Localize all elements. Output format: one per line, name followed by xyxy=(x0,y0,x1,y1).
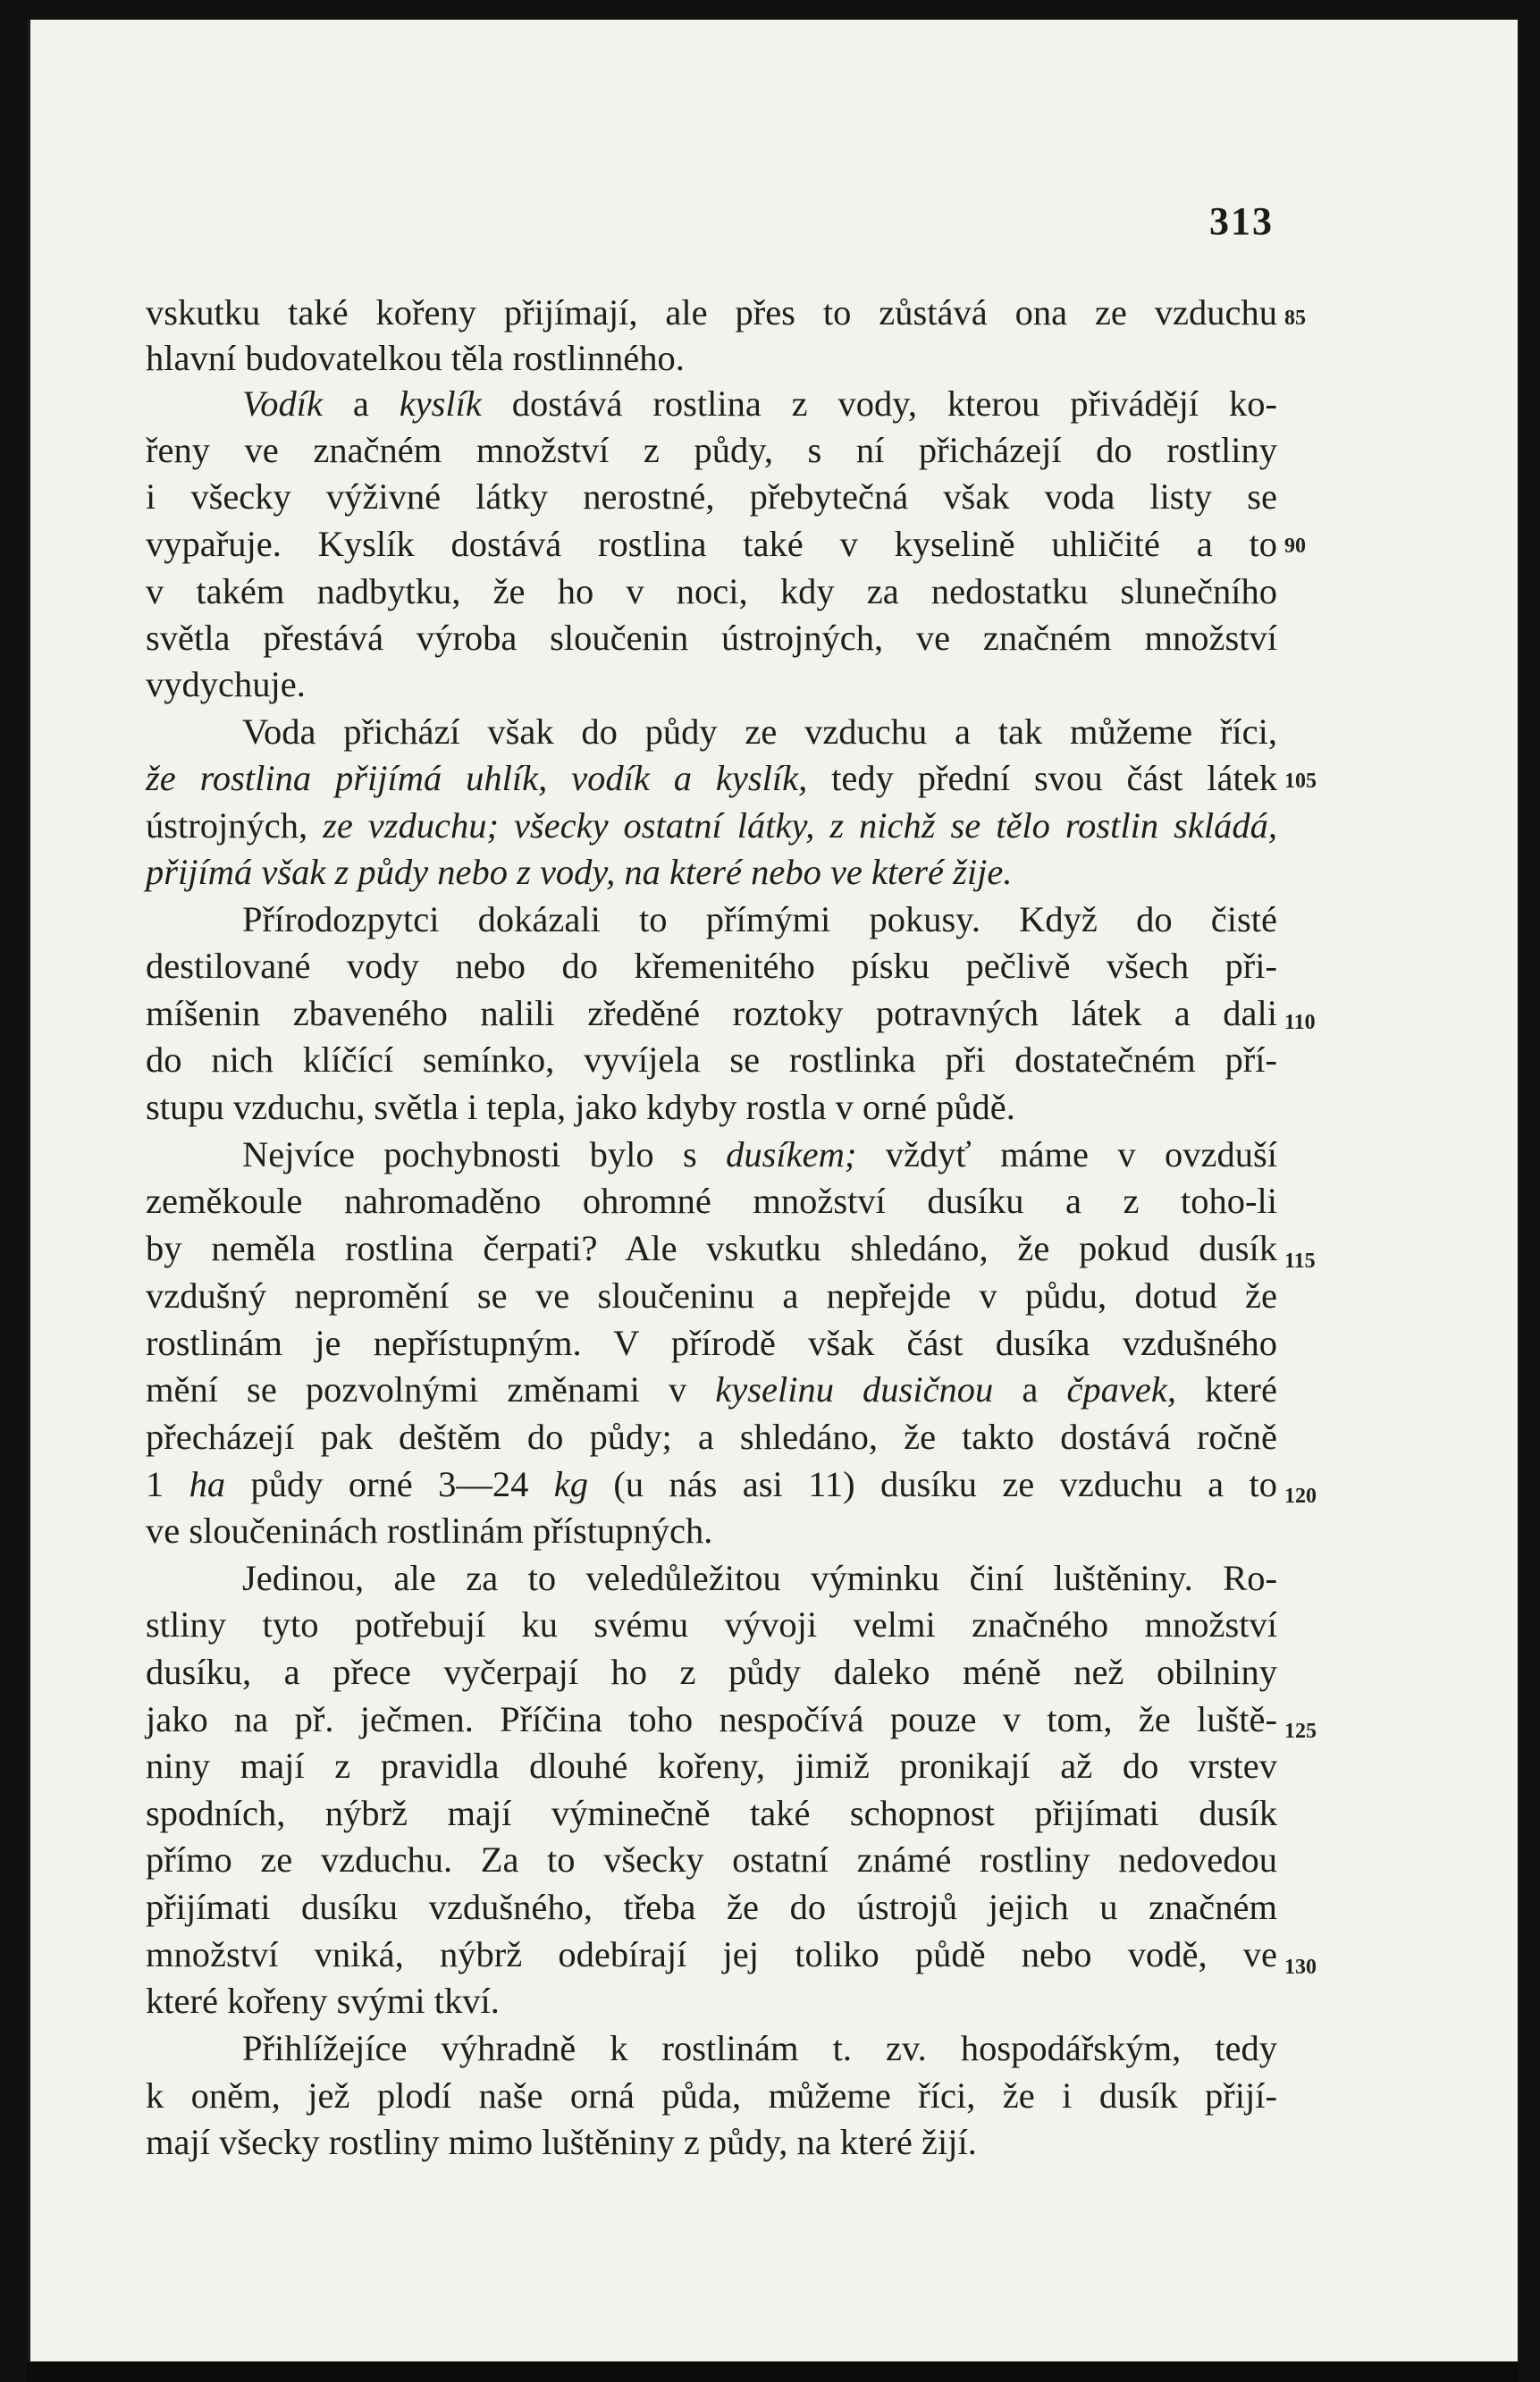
text-segment: Přihlížejíce výhradně k rostlinám t. zv. hospodářským, tedy xyxy=(242,2028,1277,2068)
text-segment: a xyxy=(993,1369,1067,1410)
text-line xyxy=(146,292,1277,332)
text-line xyxy=(146,1419,1277,1456)
text-line xyxy=(146,1558,1277,1598)
margin-line-number: 115 xyxy=(1284,1250,1316,1273)
margin-line-number: 110 xyxy=(1284,1011,1316,1034)
text-segment: Voda přichází však do půdy ze vzduchu a tak můžeme říci, xyxy=(242,711,1277,752)
text-line xyxy=(146,1887,1277,1927)
text-line xyxy=(146,899,1277,939)
text-line xyxy=(146,1983,500,2020)
text-segment: které xyxy=(1175,1369,1277,1410)
text-segment: půdy orné 3—24 xyxy=(225,1464,554,1504)
text-segment: vzdušný nepromění se ve sloučeninu a nepřejde v půdu, dotud že xyxy=(146,1275,1277,1316)
text-line xyxy=(146,711,1277,752)
text-segment: by neměla rostlina čerpati? Ale vskutku shledáno, že pokud dusík xyxy=(146,1228,1277,1268)
text-segment: Přírodozpytci dokázali to přímými pokusy. Když do čisté xyxy=(242,899,1277,939)
italic-text: že rostlina přijímá uhlík, vodík a kyslík, xyxy=(146,758,808,798)
margin-line-number: 120 xyxy=(1284,1485,1317,1508)
text-segment: v takém nadbytku, že ho v noci, kdy za nedostatku slunečního xyxy=(146,571,1277,611)
text-line xyxy=(146,1654,1277,1691)
text-segment: i všecky výživné látky nerostné, přebytečná však voda listy se xyxy=(146,476,1277,517)
text-line xyxy=(146,1275,1277,1316)
text-line xyxy=(146,948,1277,985)
text-segment: které kořeny svými tkví. xyxy=(146,1981,500,2021)
margin-line-number: 130 xyxy=(1284,1956,1317,1979)
italic-text: čpavek, xyxy=(1066,1369,1176,1410)
margin-line-number: 125 xyxy=(1284,1720,1317,1743)
text-line xyxy=(146,526,1277,563)
italic-text: kyslík xyxy=(399,383,482,424)
page-number: 313 xyxy=(1209,199,1274,243)
margin-line-number: 90 xyxy=(1284,534,1306,558)
text-line xyxy=(146,571,1277,611)
text-line xyxy=(146,1839,1277,1880)
text-segment: do nich klíčící semínko, vyvíjela se rostlinka při dostatečném pří- xyxy=(146,1039,1277,1080)
text-segment: (u nás asi 11) dusíku ze vzduchu a to xyxy=(587,1464,1278,1504)
text-line xyxy=(146,1183,1277,1220)
text-segment: stupu vzduchu, světla i tepla, jako kdyby rostla v orné půdě. xyxy=(146,1087,1015,1127)
text-segment: hlavní budovatelkou těla rostlinného. xyxy=(146,338,685,378)
text-segment: přecházejí pak deštěm do půdy; a shledáno, že takto dostává ročně xyxy=(146,1417,1277,1457)
text-segment: množství vniká, nýbrž odebírají jej toliko půdě nebo vodě, ve xyxy=(146,1934,1277,1974)
italic-text: Vodík xyxy=(242,383,323,424)
text-segment: ve sloučeninách rostlinám přístupných. xyxy=(146,1511,713,1551)
text-line xyxy=(146,1699,1277,1739)
italic-text: přijímá však z půdy nebo z vody, na které nebo ve které žije. xyxy=(146,852,1013,892)
text-line xyxy=(146,1134,1277,1174)
scan-right-edge xyxy=(1518,0,1540,2382)
text-segment: světla přestává výroba sloučenin ústrojných, ve značném množství xyxy=(146,618,1277,658)
text-segment: vskutku také kořeny přijímají, ale přes to zůstává ona ze vzduchu xyxy=(146,292,1277,332)
text-segment: rostlinám je nepřístupným. V přírodě však část dusíka vzdušného xyxy=(146,1323,1277,1363)
text-segment: vydychuje. xyxy=(146,664,306,704)
italic-text: dusíkem; xyxy=(726,1134,857,1174)
text-line xyxy=(146,383,1277,424)
text-segment: stliny tyto potřebují ku svému vývoji velmi značného množství xyxy=(146,1604,1277,1645)
text-segment: přímo ze vzduchu. Za to všecky ostatní známé rostliny nedovedou xyxy=(146,1839,1277,1880)
text-segment: k oněm, jež plodí naše orná půda, můžeme říci, že i dusík přijí- xyxy=(146,2075,1277,2116)
text-line xyxy=(146,2075,1277,2116)
text-segment: ústrojných, xyxy=(146,805,324,846)
text-segment: zeměkoule nahromaděno ohromné množství dusíku a z toho-li xyxy=(146,1181,1277,1221)
text-segment: 1 xyxy=(146,1464,189,1504)
text-line xyxy=(146,338,685,378)
text-segment: niny mají z pravidla dlouhé kořeny, jimiž pronikají až do vrstev xyxy=(146,1746,1277,1786)
text-line xyxy=(146,1748,1277,1785)
text-line xyxy=(146,1793,1277,1833)
text-segment: mění se pozvolnými změnami v xyxy=(146,1369,716,1410)
text-line xyxy=(146,430,1277,470)
text-line xyxy=(146,1087,1015,1127)
text-line xyxy=(146,1464,1278,1504)
text-line xyxy=(146,1323,1277,1363)
text-line xyxy=(146,854,1012,891)
text-line xyxy=(146,1513,712,1550)
text-line xyxy=(146,993,1277,1033)
text-segment: Nejvíce pochybnosti bylo s xyxy=(242,1134,727,1174)
scan-top-edge xyxy=(0,0,1540,20)
margin-line-number: 105 xyxy=(1284,770,1317,793)
text-segment: spodních, nýbrž mají výminečně také schopnost přijímati dusík xyxy=(146,1793,1277,1833)
text-segment: vypařuje. Kyslík dostává rostlina také v kyselině uhličité a to xyxy=(146,524,1277,564)
scan-left-edge xyxy=(0,0,27,2382)
text-segment: přijímati dusíku vzdušného, třeba že do ústrojů jejich u značném xyxy=(146,1887,1277,1927)
text-segment: mají všecky rostliny mimo luštěniny z půdy, na které žijí. xyxy=(146,2122,977,2162)
text-line xyxy=(146,1604,1277,1645)
text-line xyxy=(146,758,1278,798)
text-line xyxy=(146,1934,1277,1974)
text-line xyxy=(146,476,1277,517)
text-line xyxy=(146,1228,1277,1268)
italic-text: ha xyxy=(189,1464,226,1504)
text-segment: dostává rostlina z vody, kterou přivádějí ko- xyxy=(481,383,1277,424)
text-segment: jako na př. ječmen. Příčina toho nespočívá pouze v tom, že luště- xyxy=(146,1699,1277,1739)
text-segment: míšenin zbaveného nalili zředěné roztoky potravných látek a dali xyxy=(146,993,1277,1033)
text-line xyxy=(146,1369,1277,1410)
text-segment: řeny ve značném množství z půdy, s ní přicházejí do rostliny xyxy=(146,430,1277,470)
text-line xyxy=(146,2028,1277,2068)
text-line xyxy=(146,664,306,704)
text-segment: destilované vody nebo do křemenitého písku pečlivě všech při- xyxy=(146,946,1277,986)
italic-text: ze vzduchu; všecky ostatní látky, z nichž se tělo rostlin skládá, xyxy=(323,805,1277,846)
text-segment: tedy přední svou část látek xyxy=(807,758,1278,798)
italic-text: kg xyxy=(553,1464,588,1504)
italic-text: kyselinu dusičnou xyxy=(715,1369,994,1410)
text-segment: vždyť máme v ovzduší xyxy=(856,1134,1277,1174)
text-line xyxy=(146,1039,1277,1080)
text-line xyxy=(146,805,1277,846)
margin-line-number: 85 xyxy=(1284,307,1306,330)
text-line xyxy=(146,620,1277,657)
text-segment: dusíku, a přece vyčerpají ho z půdy daleko méně než obilniny xyxy=(146,1652,1277,1692)
text-line xyxy=(146,2122,977,2162)
text-segment: a xyxy=(322,383,400,424)
text-segment: Jedinou, ale za to veledůležitou výminku činí luštěniny. Ro- xyxy=(242,1558,1277,1598)
